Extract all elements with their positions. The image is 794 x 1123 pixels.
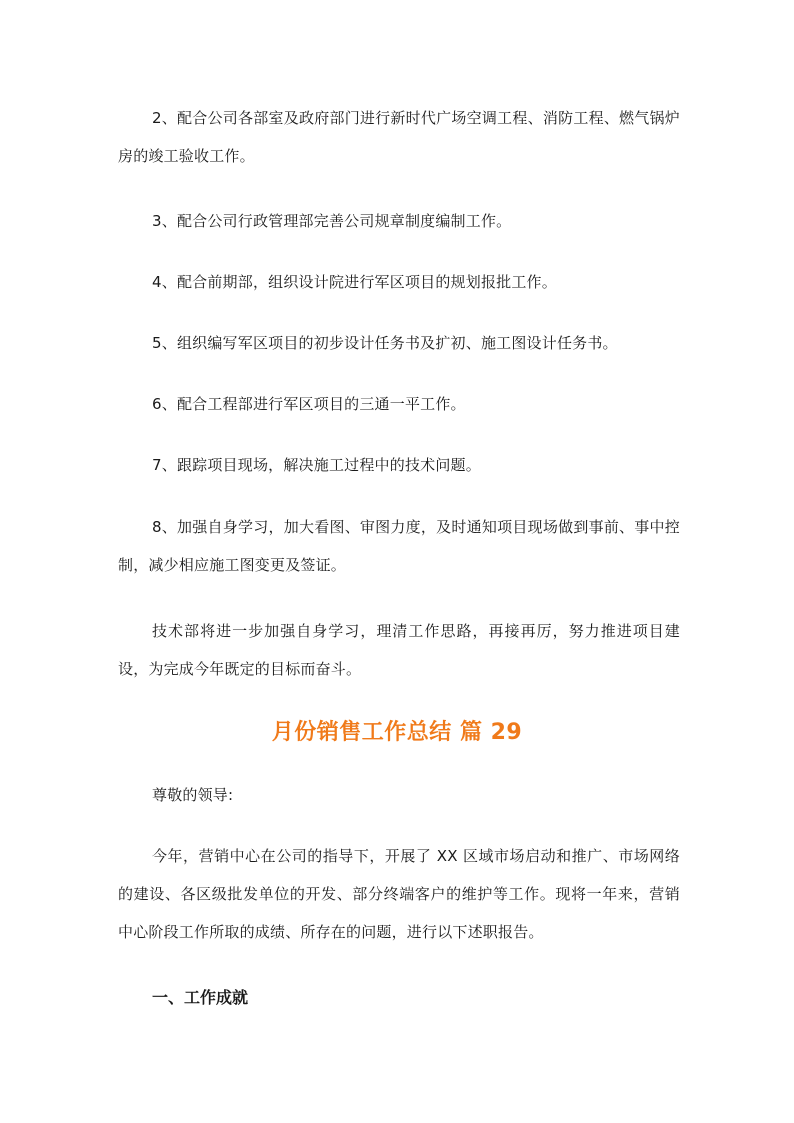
paragraph-closing: 技术部将进一步加强自身学习，理清工作思路，再接再厉，努力推进项目建设，为完成今年既定的目标而奋斗。 bbox=[118, 622, 680, 678]
section-title: 一、工作成就 bbox=[152, 988, 249, 1007]
paragraph-item-8: 8、加强自身学习，加大看图、审图力度，及时通知项目现场做到事前、事中控制，减少相应施工图变更及签证。 bbox=[118, 518, 680, 574]
paragraph-item-6: 6、配合工程部进行军区项目的三通一平工作。 bbox=[152, 395, 466, 413]
paragraph-item-5: 5、组织编写军区项目的初步设计任务书及扩初、施工图设计任务书。 bbox=[152, 334, 618, 352]
salutation: 尊敬的领导: bbox=[152, 786, 234, 804]
intro-paragraph: 今年，营销中心在公司的指导下，开展了 XX 区域市场启动和推广、市场网络的建设、各区级批发单位的开发、部分终端客户的维护等工作。现将一年来，营销中心阶段工作所取的成绩、所存在的问题，进行以下述职报告。 bbox=[118, 847, 680, 941]
article-title: 月份销售工作总结 篇 29 bbox=[271, 720, 523, 745]
paragraph-item-4: 4、配合前期部，组织设计院进行军区项目的规划报批工作。 bbox=[152, 273, 557, 291]
paragraph-item-3: 3、配合公司行政管理部完善公司规章制度编制工作。 bbox=[152, 212, 512, 230]
paragraph-item-2: 2、配合公司各部室及政府部门进行新时代广场空调工程、消防工程、燃气锅炉房的竣工验收工作。 bbox=[118, 109, 680, 165]
paragraph-item-7: 7、跟踪项目现场，解决施工过程中的技术问题。 bbox=[152, 456, 481, 474]
